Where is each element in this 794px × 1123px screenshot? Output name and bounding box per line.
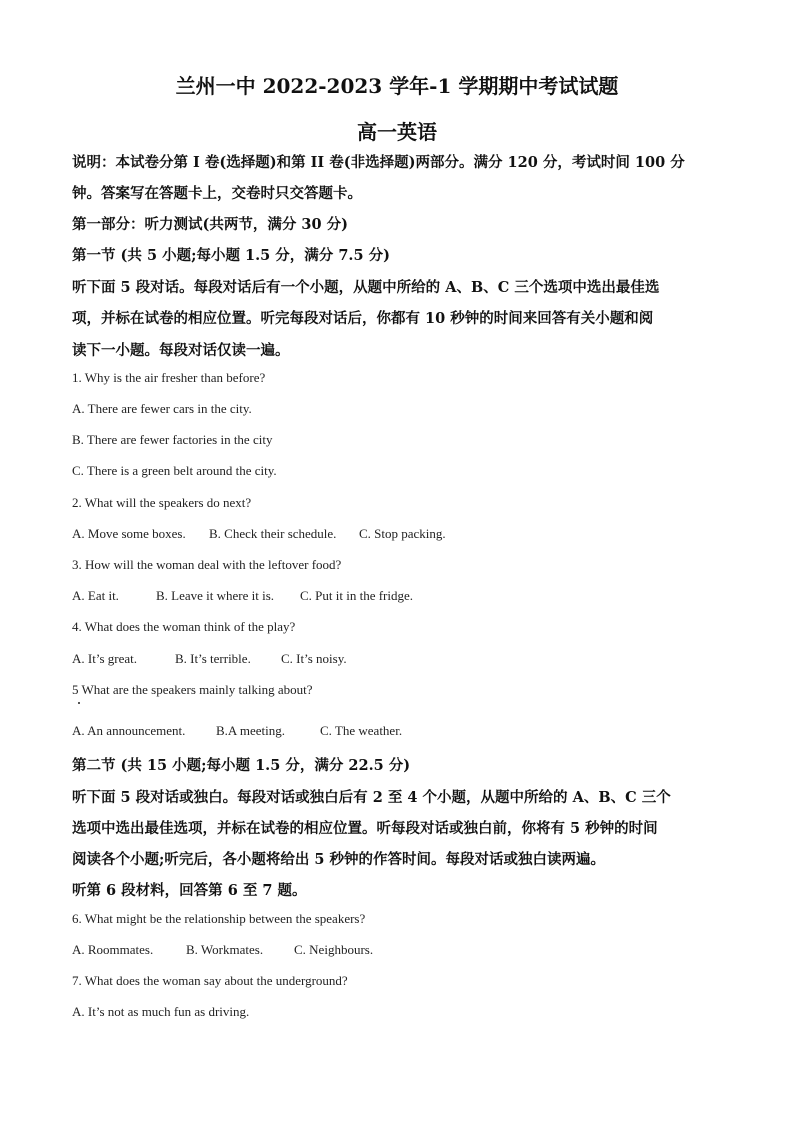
question-5-option-c: C. The weather. <box>320 723 403 738</box>
question-6-option-a: A. Roommates. <box>72 942 154 957</box>
question-3-options <box>72 588 413 604</box>
exam-title: 兰州一中 2022-2023 学年-1 学期期中考试试题 <box>175 74 619 98</box>
question-4-option-b: B. It’s terrible. <box>175 651 251 666</box>
question-4: 4. What does the woman think of the play? <box>72 619 296 634</box>
section2-heading: 第二节 (共 15 小题;每小题 1.5 分，满分 22.5 分) <box>72 757 411 774</box>
question-2-option-a: A. Move some boxes. <box>72 526 186 541</box>
question-4-option-c: C. It’s noisy. <box>281 651 347 666</box>
stray-dot-mark <box>78 702 80 704</box>
exam-subject: 高一英语 <box>357 120 437 144</box>
question-5-option-a: A. An announcement. <box>72 723 186 738</box>
section1-directions-3: 读下一小题。每段对话仅读一遍。 <box>72 342 290 359</box>
question-3: 3. How will the woman deal with the leftover food? <box>72 557 342 572</box>
question-4-options <box>72 651 347 667</box>
question-1-option-c: C. There is a green belt around the city. <box>72 463 277 478</box>
question-1-option-b: B. There are fewer factories in the city <box>72 432 273 447</box>
question-6-options <box>72 942 373 958</box>
section2-directions-3: 阅读各个小题;听完后，各小题将给出 5 秒钟的作答时间。每段对话或独白读两遍。 <box>72 851 606 868</box>
section1-directions-1: 听下面 5 段对话。每段对话后有一个小题，从题中所给的 A、B、C 三个选项中选出最佳选 <box>72 279 660 296</box>
question-4-option-a: A. It’s great. <box>72 651 137 666</box>
question-2-options <box>72 526 446 542</box>
question-5: 5 What are the speakers mainly talking about? <box>72 682 313 697</box>
question-3-option-c: C. Put it in the fridge. <box>300 588 414 603</box>
question-3-option-b: B. Leave it where it is. <box>156 588 275 603</box>
question-7-option-a: A. It’s not as much fun as driving. <box>72 1004 250 1019</box>
question-6-option-b: B. Workmates. <box>186 942 264 957</box>
question-2: 2. What will the speakers do next? <box>72 495 252 510</box>
instructions-line-2: 钟。答案写在答题卡上，交卷时只交答题卡。 <box>72 185 362 202</box>
section1-directions-2: 项，并标在试卷的相应位置。听完每段对话后，你都有 10 秒钟的时间来回答有关小题和阅 <box>72 310 654 327</box>
section1-heading: 第一节 (共 5 小题;每小题 1.5 分，满分 7.5 分) <box>72 247 390 264</box>
material-6-heading: 听第 6 段材料，回答第 6 至 7 题。 <box>72 882 307 899</box>
question-1: 1. Why is the air fresher than before? <box>72 370 266 385</box>
question-1-option-a: A. There are fewer cars in the city. <box>72 401 252 416</box>
question-5-option-b: B.A meeting. <box>216 723 285 738</box>
question-6: 6. What might be the relationship between the speakers? <box>72 911 366 926</box>
question-3-option-a: A. Eat it. <box>72 588 119 603</box>
question-7: 7. What does the woman say about the underground? <box>72 973 348 988</box>
instructions-line-1: 说明：本试卷分第 I 卷(选择题)和第 II 卷(非选择题)两部分。满分 120 分，考试时间 100 分 <box>72 154 685 171</box>
question-6-option-c: C. Neighbours. <box>294 942 374 957</box>
question-2-option-b: B. Check their schedule. <box>209 526 337 541</box>
part1-heading: 第一部分：听力测试(共两节，满分 30 分) <box>72 216 348 233</box>
section2-directions-2: 选项中选出最佳选项，并标在试卷的相应位置。听每段对话或独白前，你将有 5 秒钟的时间 <box>72 820 658 837</box>
question-2-option-c: C. Stop packing. <box>359 526 446 541</box>
question-5-options <box>72 723 402 739</box>
section2-directions-1: 听下面 5 段对话或独白。每段对话或独白后有 2 至 4 个小题，从题中所给的 A、B、C 三个 <box>72 789 671 806</box>
